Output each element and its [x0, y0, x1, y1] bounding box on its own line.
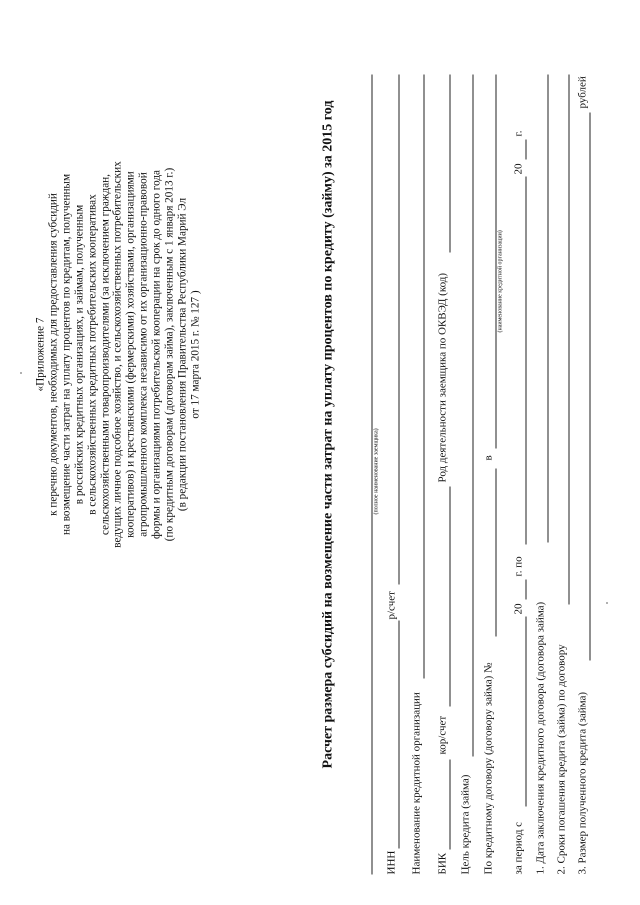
borrower-name-line	[372, 75, 373, 875]
credit-org-label: Наименование кредитной организации	[410, 692, 423, 875]
item-3-line	[590, 113, 591, 661]
item-2-label: 2. Сроки погашения кредита (займа) по договору	[555, 644, 568, 875]
activity-line	[450, 75, 451, 253]
header-line: ведущих личное подсобное хозяйство, и сельскохозяйственных потребительских	[111, 161, 124, 548]
header-line: от 17 марта 2015 г. № 127 )	[189, 290, 202, 419]
contract-line	[496, 469, 497, 637]
account-label: р/счет	[385, 591, 398, 620]
header-line: сельскохозяйственными товаропроизводителями (за исключением граждан,	[99, 174, 112, 535]
g-label: г.	[512, 130, 525, 137]
credit-org-line	[424, 75, 425, 679]
header-line: к перечню документов, необходимых для предоставления субсидий	[47, 193, 60, 516]
bik-label: БИК	[436, 852, 449, 875]
year-prefix-b: 20	[512, 163, 525, 175]
corr-account-label: кор/счет	[436, 715, 449, 755]
contract-label: По кредитному договору (договору займа) №	[482, 662, 495, 875]
in-label: в	[482, 455, 495, 461]
rotated-form	[1, 0, 640, 905]
purpose-label: Цель кредита (займа)	[459, 774, 472, 875]
item-1-line	[548, 75, 549, 543]
header-line: (по кредитным договорам (договорам займа), заключенным с 1 января 2013 г.)	[163, 167, 176, 542]
item-3-label: 3. Размер полученного кредита (займа)	[576, 691, 589, 875]
inn-line	[399, 621, 400, 849]
header-line: в сельскохозяйственных кредитных потребительских кооперативах	[86, 194, 99, 515]
period-label: за период с	[512, 821, 525, 875]
purpose-line	[473, 75, 474, 757]
borrower-name-note: (полное наименование заемщика)	[373, 428, 380, 515]
item-2-line	[569, 75, 570, 605]
item-1-label: 1. Дата заключения кредитного договора (договора займа)	[534, 601, 547, 875]
header-line: «Приложение 7	[34, 317, 47, 392]
period-to-line	[526, 177, 527, 545]
header-line: кооперативов) и крестьянскими (фермерскими) хозяйствами, организациями	[124, 171, 137, 538]
header-line: (в редакции постановления Правительства Республики Марий Эл	[176, 197, 189, 512]
corr-account-line	[450, 487, 451, 707]
year-prefix-a: 20	[512, 603, 525, 615]
appendix-header	[35, 135, 203, 575]
period-from-line	[526, 617, 527, 807]
header-line: на возмещение части затрат на уплату процентов по кредитам, полученным	[60, 173, 73, 536]
rubles-label: рублей	[576, 76, 589, 109]
contract-bank-line	[496, 75, 497, 449]
header-line: агропромышленного комплекса независимо от их организационно-правовой	[137, 172, 150, 537]
year-a-line	[526, 580, 527, 600]
year-b-line	[526, 140, 527, 160]
credit-org-note: (наименование кредитной организации)	[497, 230, 504, 333]
header-line: формы и организациями потребительской кооперации на срок до одного года	[150, 170, 163, 539]
account-line	[399, 75, 400, 585]
g-po-label: г. по	[512, 556, 525, 577]
activity-label: Род деятельности заемщика по ОКВЭД (код)	[436, 272, 449, 483]
bik-line	[450, 760, 451, 850]
header-line: в российских кредитных организациях, и займам, полученным	[73, 204, 86, 505]
inn-label: ИНН	[385, 850, 398, 875]
document-title: Расчет размера субсидий на возмещение части затрат на уплату процентов по кредиту (займу) за 2015 год	[320, 100, 336, 769]
